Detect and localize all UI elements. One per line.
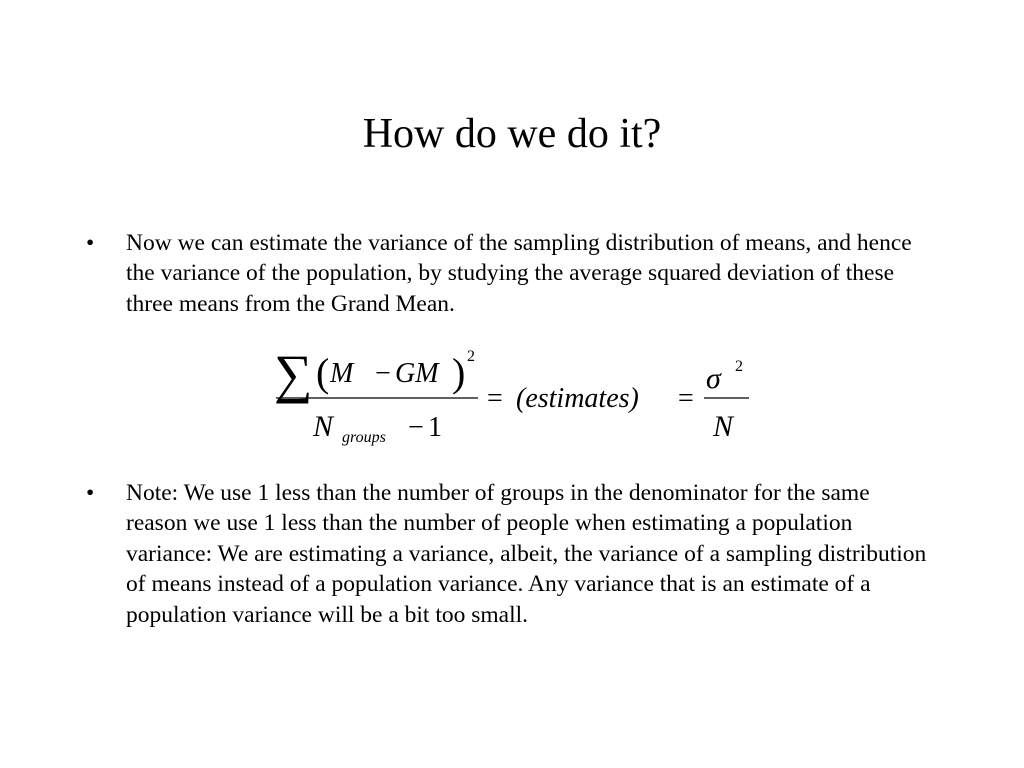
formula-close-paren: ) <box>452 350 466 395</box>
bullet-text: Now we can estimate the variance of the sampling distribution of means, and hence the variance of the population, by studying the average squared deviation of these three means from the Grand Mean. <box>126 230 912 317</box>
bullet-marker: • <box>86 480 95 506</box>
formula-equals-1: = <box>487 383 503 414</box>
formula-n-right: N <box>713 410 734 443</box>
formula-estimates: (estimates) <box>516 383 639 414</box>
formula-sigma-exponent: 2 <box>735 358 743 375</box>
formula-sum: ∑ <box>274 344 313 404</box>
formula-exponent: 2 <box>467 348 475 365</box>
bullet-marker: • <box>86 230 95 256</box>
formula-m: M <box>330 358 354 389</box>
formula-minus-one-sign: − <box>408 412 424 443</box>
formula-equals-2: = <box>678 383 694 414</box>
formula-one: 1 <box>428 412 442 443</box>
bullet-text: Note: We use 1 less than the number of groups in the denominator for the same reason we use 1 less than the number of people when estimating a population variance: We are estimating a variance, albeit, the variance of a sampling distribution of means instead of a population variance. Any variance that is an estimate of a population variance will be a bit too small. <box>126 480 927 628</box>
formula-open-paren: ( <box>316 350 330 395</box>
formula-minus: − <box>375 358 391 389</box>
slide-title: How do we do it? <box>362 111 662 157</box>
formula-n: N <box>313 410 334 443</box>
formula-sigma: σ <box>706 362 721 395</box>
formula-subscript: groups <box>342 429 386 446</box>
formula-gm: GM <box>395 358 439 389</box>
bullet-item <box>86 478 936 630</box>
